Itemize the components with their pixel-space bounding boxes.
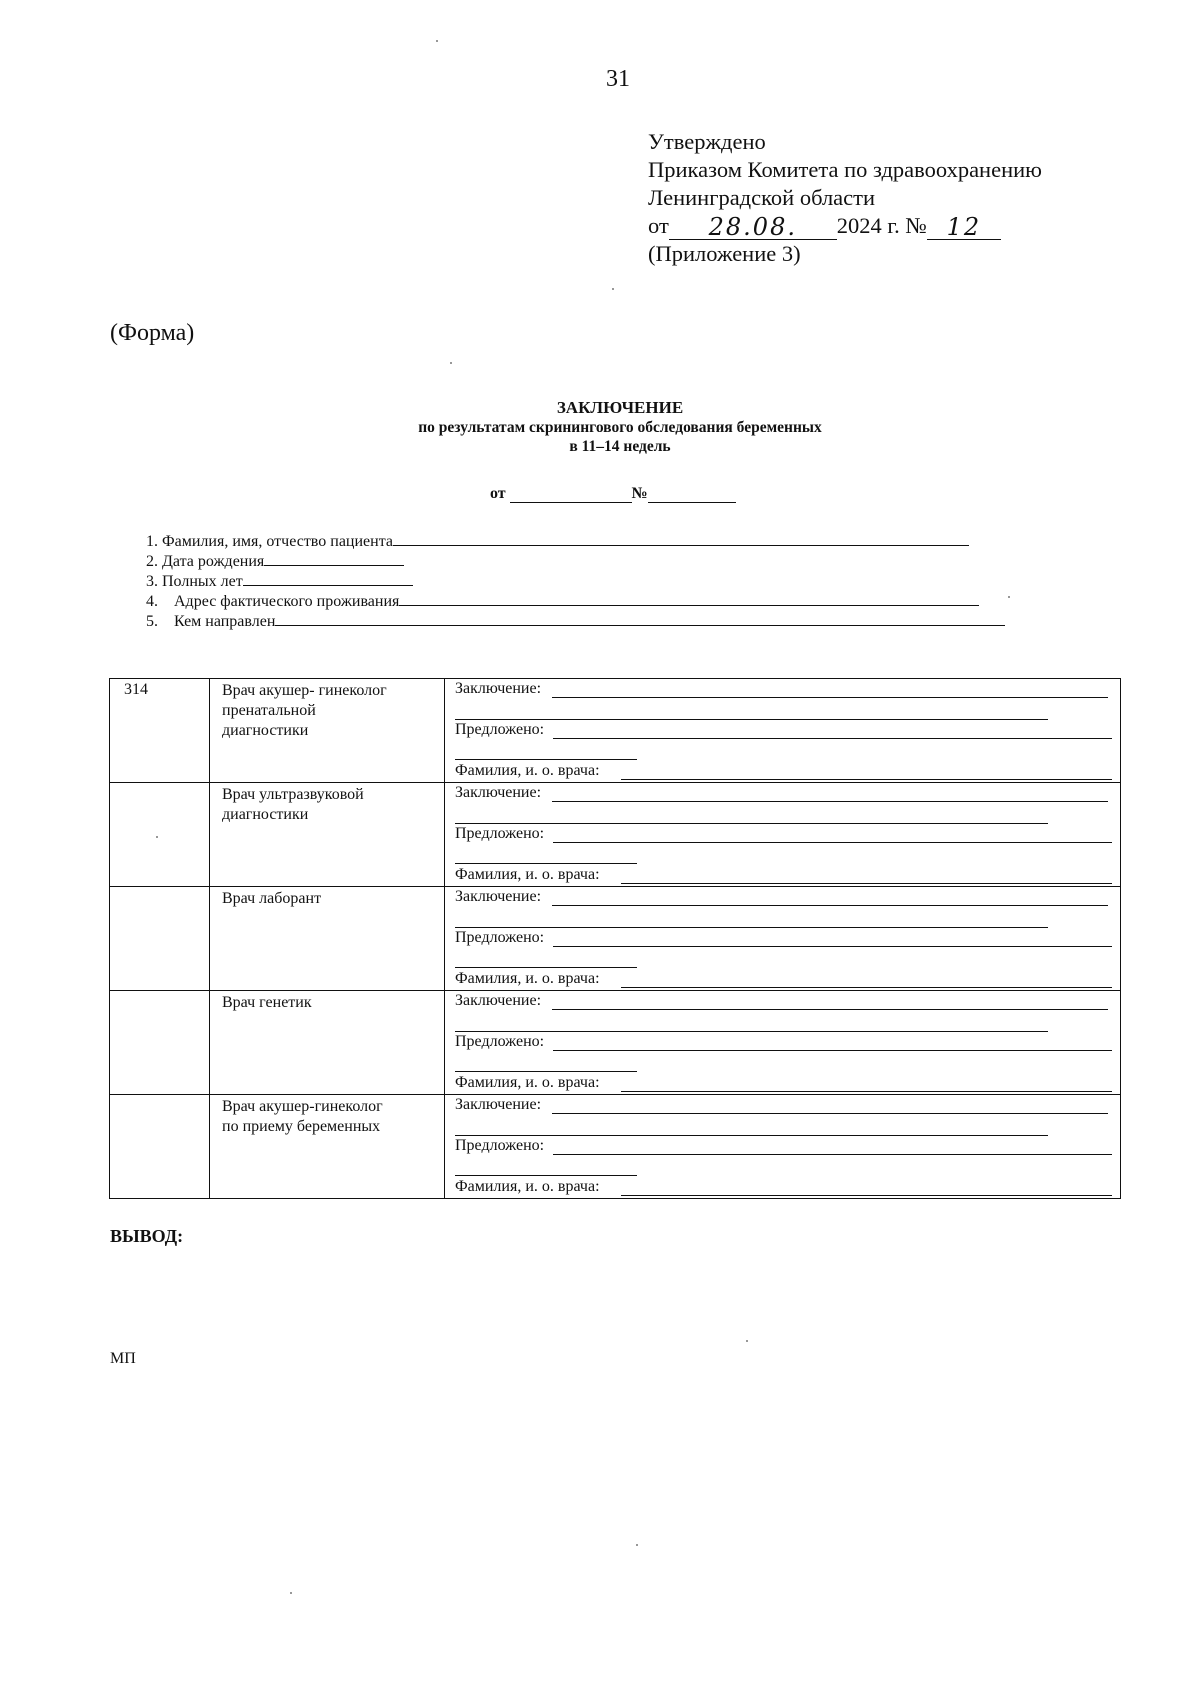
- specialist-name-line: пренатальной: [222, 702, 316, 719]
- code-cell: [110, 783, 210, 887]
- table-row: [110, 679, 1121, 783]
- conclusion-input-line-2[interactable]: [455, 719, 1048, 720]
- approval-line-2: Приказом Комитета по здравоохранению: [648, 157, 1042, 182]
- proposed-input-line[interactable]: [553, 842, 1112, 843]
- proposed-label: Предложено:: [455, 929, 545, 946]
- field-age: [146, 570, 1005, 590]
- form-label: (Форма): [110, 320, 195, 346]
- scan-speck: [1008, 596, 1010, 598]
- specialist-cell: [210, 1095, 445, 1199]
- conclusion-label: Заключение:: [455, 680, 542, 697]
- doctor-name-label: Фамилия, и. о. врача:: [455, 1178, 600, 1195]
- field-label: Адрес фактического проживания: [174, 593, 400, 610]
- stamp-label: МП: [110, 1350, 136, 1367]
- conclusion-input-line[interactable]: [552, 905, 1108, 906]
- code-cell: [110, 887, 210, 991]
- approval-block: [648, 128, 1042, 268]
- specialist-name-line: Врач генетик: [222, 994, 312, 1011]
- proposed-input-line-2[interactable]: [455, 1175, 637, 1176]
- table-row: [110, 1095, 1121, 1199]
- result-cell: [445, 679, 1121, 783]
- proposed-label: Предложено:: [455, 721, 545, 738]
- proposed-input-line[interactable]: [553, 946, 1112, 947]
- proposed-input-line-2[interactable]: [455, 863, 637, 864]
- scan-speck: [290, 1592, 292, 1594]
- document-title: [300, 398, 940, 456]
- approval-line-1: Утверждено: [648, 129, 766, 154]
- specialist-cell: [210, 679, 445, 783]
- scan-speck: [746, 1340, 748, 1342]
- result-cell: [445, 783, 1121, 887]
- field-label: Кем направлен: [174, 613, 276, 630]
- approval-appendix: (Приложение 3): [648, 241, 801, 266]
- approval-number-field: [927, 213, 1001, 240]
- proposed-label: Предложено:: [455, 1137, 545, 1154]
- code-cell: [110, 991, 210, 1095]
- field-full-name: [146, 530, 1005, 550]
- doctor-name-input-line[interactable]: [621, 1195, 1112, 1196]
- approval-date-line: [648, 212, 1042, 240]
- specialist-name-line: диагностики: [222, 722, 309, 739]
- field-number: 1.: [146, 533, 158, 550]
- patient-fields: [146, 530, 1005, 630]
- specialist-cell: [210, 991, 445, 1095]
- referred-by-input-line[interactable]: [275, 610, 1005, 626]
- field-label: Дата рождения: [162, 553, 265, 570]
- scan-speck: [436, 40, 438, 42]
- conclusion-label: Заключение:: [455, 888, 542, 905]
- conclusion-input-line[interactable]: [552, 1009, 1108, 1010]
- field-number: 4.: [146, 593, 158, 610]
- conclusion-input-line-2[interactable]: [455, 1135, 1048, 1136]
- field-number: 3.: [146, 573, 158, 590]
- approval-date-prefix: от: [648, 213, 669, 238]
- field-address: [146, 590, 1005, 610]
- scan-speck: [636, 1544, 638, 1546]
- table-row: [110, 783, 1121, 887]
- specialist-name-line: Врач акушер-гинеколог: [222, 1098, 383, 1115]
- full-name-input-line[interactable]: [393, 530, 969, 546]
- approval-line-3: Ленинградской области: [648, 185, 876, 210]
- screening-table: [109, 678, 1121, 1199]
- doctor-name-input-line[interactable]: [621, 987, 1112, 988]
- specialist-cell: [210, 783, 445, 887]
- conclusion-input-line[interactable]: [552, 1113, 1108, 1114]
- proposed-input-line[interactable]: [553, 738, 1112, 739]
- field-number: 5.: [146, 613, 158, 630]
- conclusion-label: Заключение:: [455, 1096, 542, 1113]
- code-cell: [110, 1095, 210, 1199]
- specialist-name-line: Врач акушер- гинеколог: [222, 682, 387, 699]
- scan-speck: [450, 362, 452, 364]
- birth-date-input-line[interactable]: [264, 550, 404, 566]
- doctor-name-label: Фамилия, и. о. врача:: [455, 1074, 600, 1091]
- document-number-field[interactable]: [648, 484, 736, 503]
- proposed-input-line-2[interactable]: [455, 1071, 637, 1072]
- table-row: [110, 991, 1121, 1095]
- conclusion-input-line[interactable]: [552, 697, 1108, 698]
- proposed-input-line-2[interactable]: [455, 967, 637, 968]
- address-input-line[interactable]: [399, 590, 979, 606]
- conclusion-input-line[interactable]: [552, 801, 1108, 802]
- field-referred-by: [146, 610, 1005, 630]
- proposed-label: Предложено:: [455, 825, 545, 842]
- specialist-name-line: диагностики: [222, 806, 309, 823]
- specialist-name-line: Врач ультразвуковой: [222, 786, 364, 803]
- specialist-name-line: по приему беременных: [222, 1118, 381, 1135]
- conclusion-input-line-2[interactable]: [455, 823, 1048, 824]
- doctor-name-input-line[interactable]: [621, 883, 1112, 884]
- field-number: 2.: [146, 553, 158, 570]
- proposed-input-line[interactable]: [553, 1050, 1112, 1051]
- approval-date-field: [669, 213, 837, 240]
- conclusion-heading: ВЫВОД:: [110, 1226, 184, 1246]
- doctor-name-input-line[interactable]: [621, 1091, 1112, 1092]
- scan-speck: [612, 288, 614, 290]
- conclusion-input-line-2[interactable]: [455, 927, 1048, 928]
- doctor-name-label: Фамилия, и. о. врача:: [455, 866, 600, 883]
- title-subtitle-1: по результатам скринингового обследования беременных: [418, 419, 822, 436]
- scan-speck: [156, 836, 158, 838]
- page-number: 31: [606, 66, 630, 92]
- field-birth-date: [146, 550, 1005, 570]
- specialist-cell: [210, 887, 445, 991]
- conclusion-label: Заключение:: [455, 992, 542, 1009]
- date-prefix: от: [490, 485, 506, 502]
- number-sign: №: [631, 485, 648, 502]
- doctor-name-label: Фамилия, и. о. врача:: [455, 970, 600, 987]
- specialist-name-line: Врач лаборант: [222, 890, 322, 907]
- age-input-line[interactable]: [243, 570, 413, 586]
- conclusion-label: Заключение:: [455, 784, 542, 801]
- handwritten-number: 12: [946, 213, 982, 241]
- table-row: [110, 887, 1121, 991]
- handwritten-date: 28.08.: [708, 213, 797, 241]
- conclusion-input-line-2[interactable]: [455, 1031, 1048, 1032]
- proposed-input-line[interactable]: [553, 1154, 1112, 1155]
- title-main: ЗАКЛЮЧЕНИЕ: [556, 398, 684, 417]
- approval-year-text: 2024 г. №: [836, 213, 927, 238]
- result-cell: [445, 991, 1121, 1095]
- result-cell: [445, 1095, 1121, 1199]
- proposed-label: Предложено:: [455, 1033, 545, 1050]
- proposed-input-line-2[interactable]: [455, 759, 637, 760]
- doctor-name-label: Фамилия, и. о. врача:: [455, 762, 600, 779]
- document-number-line: [490, 484, 736, 503]
- field-label: Полных лет: [162, 573, 243, 590]
- document-date-field[interactable]: [510, 484, 632, 503]
- code-cell: 314: [110, 679, 210, 783]
- title-subtitle-2: в 11–14 недель: [569, 438, 671, 455]
- result-cell: [445, 887, 1121, 991]
- field-label: Фамилия, имя, отчество пациента: [162, 533, 393, 550]
- doctor-name-input-line[interactable]: [621, 779, 1112, 780]
